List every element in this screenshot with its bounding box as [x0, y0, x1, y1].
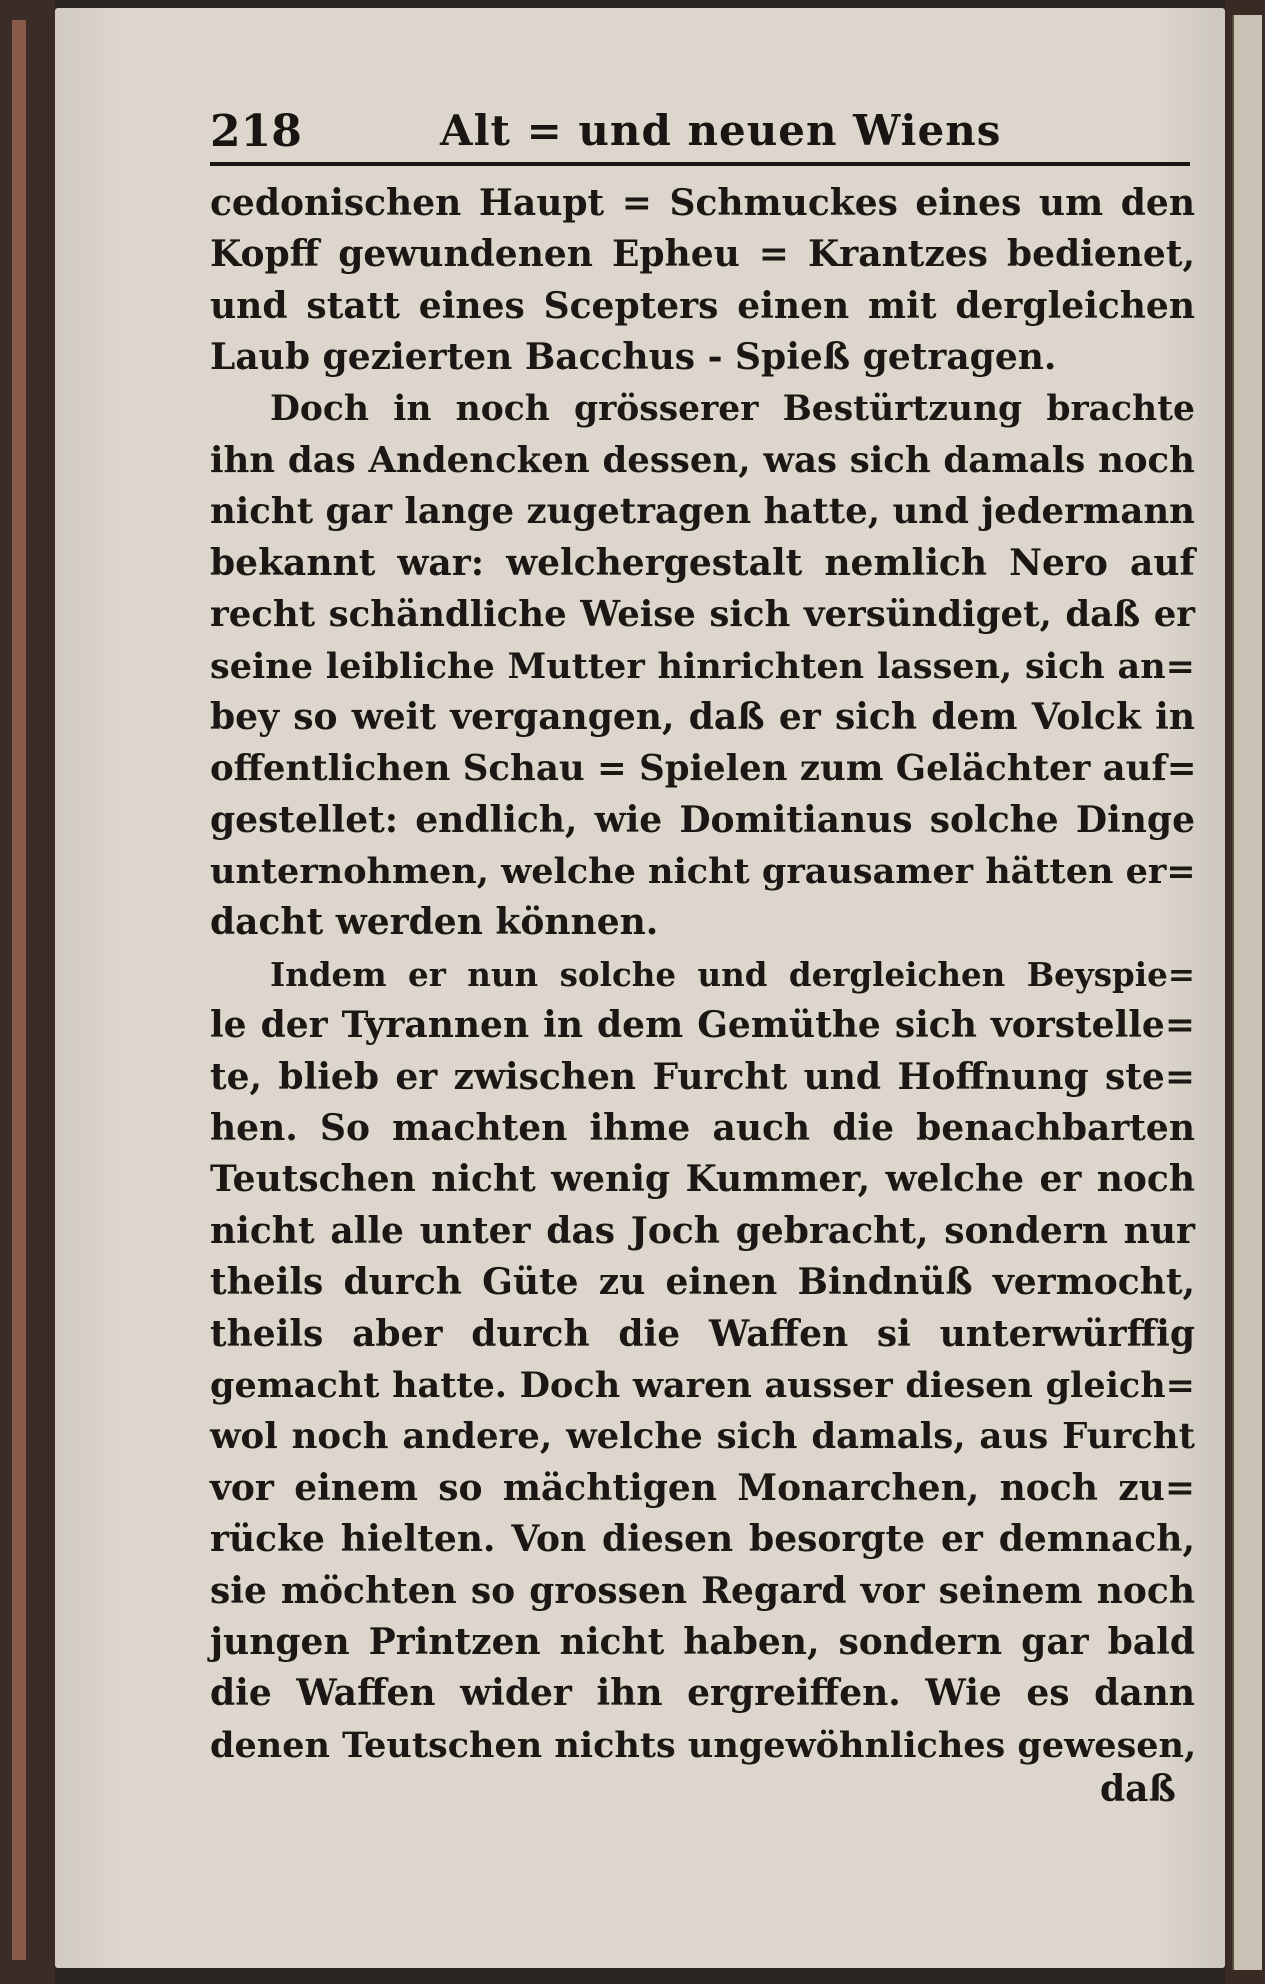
- text-line: Teutschen nicht wenig Kummer, welche er noch: [210, 1158, 1195, 1201]
- text-line: Laub gezierten Bacchus - Spieß getragen.: [210, 336, 1057, 379]
- text-line: le der Tyrannen in dem Gemüthe sich vorstelle=: [210, 1004, 1195, 1047]
- text-line: nicht alle unter das Joch gebracht, sondern nur: [210, 1209, 1195, 1252]
- left-cover-edge: [12, 20, 26, 1960]
- text-line: hen. So machten ihme auch die benachbarten: [210, 1107, 1195, 1150]
- text-line: te, blieb er zwischen Furcht und Hoffnung ste=: [210, 1055, 1195, 1098]
- facing-page-edge: [1232, 15, 1262, 1970]
- text-line: cedonischen Haupt = Schmuckes eines um den: [210, 182, 1195, 224]
- body-text: [210, 178, 1195, 1771]
- text-line: rücke hielten. Von diesen besorgte er demnach,: [210, 1518, 1195, 1561]
- text-line: theils aber durch die Waffen si unterwürffig: [210, 1312, 1195, 1355]
- text-line: und statt eines Scepters einen mit dergleichen: [210, 284, 1195, 327]
- text-line: vor einem so mächtigen Monarchen, noch zu=: [210, 1466, 1195, 1509]
- text-line: recht schändliche Weise sich versündiget, daß er: [210, 594, 1195, 636]
- running-head: Alt = und neuen Wiens: [440, 106, 1002, 155]
- text-line: theils durch Güte zu einen Bindnüß vermocht,: [210, 1261, 1195, 1304]
- page-number: 218: [210, 106, 302, 157]
- text-line: gemacht hatte. Doch waren ausser diesen gleich=: [210, 1364, 1195, 1406]
- text-line: gestellet: endlich, wie Domitianus solche Dinge: [210, 798, 1195, 841]
- text-line: bey so weit vergangen, daß er sich dem Volck in: [210, 695, 1195, 738]
- text-line: die Waffen wider ihn ergreiffen. Wie es dann: [210, 1672, 1195, 1715]
- left-book-edge: [0, 0, 55, 1984]
- text-line: bekannt war: welchergestalt nemlich Nero auf: [210, 541, 1195, 584]
- text-line: Doch in noch grösserer Bestürtzung brachte: [270, 388, 1195, 429]
- text-line: offentlichen Schau = Spielen zum Gelächter auf=: [210, 748, 1197, 790]
- text-line: unternohmen, welche nicht grausamer hätten er=: [210, 851, 1196, 893]
- text-line: ihn das Andencken dessen, was sich damals noch: [210, 439, 1195, 481]
- text-line: wol noch andere, welche sich damals, aus Furcht: [210, 1416, 1195, 1458]
- header-rule: [210, 162, 1190, 166]
- text-line: sie möchten so grossen Regard vor seinem noch: [210, 1569, 1195, 1612]
- text-line: Indem er nun solche und dergleichen Beyspie=: [270, 954, 1195, 994]
- text-line: dacht werden können.: [210, 901, 659, 944]
- text-line: seine leibliche Mutter hinrichten lassen, sich an=: [210, 645, 1195, 687]
- page-header: [210, 100, 1190, 160]
- text-line: nicht gar lange zugetragen hatte, und jedermann: [210, 491, 1195, 533]
- text-line: denen Teutschen nichts ungewöhnliches gewesen,: [210, 1724, 1197, 1766]
- text-line: jungen Printzen nicht haben, sondern gar bald: [210, 1620, 1195, 1663]
- catchword: daß: [1100, 1768, 1176, 1810]
- text-line: Kopff gewundenen Epheu = Krantzes bedienet,: [210, 233, 1195, 276]
